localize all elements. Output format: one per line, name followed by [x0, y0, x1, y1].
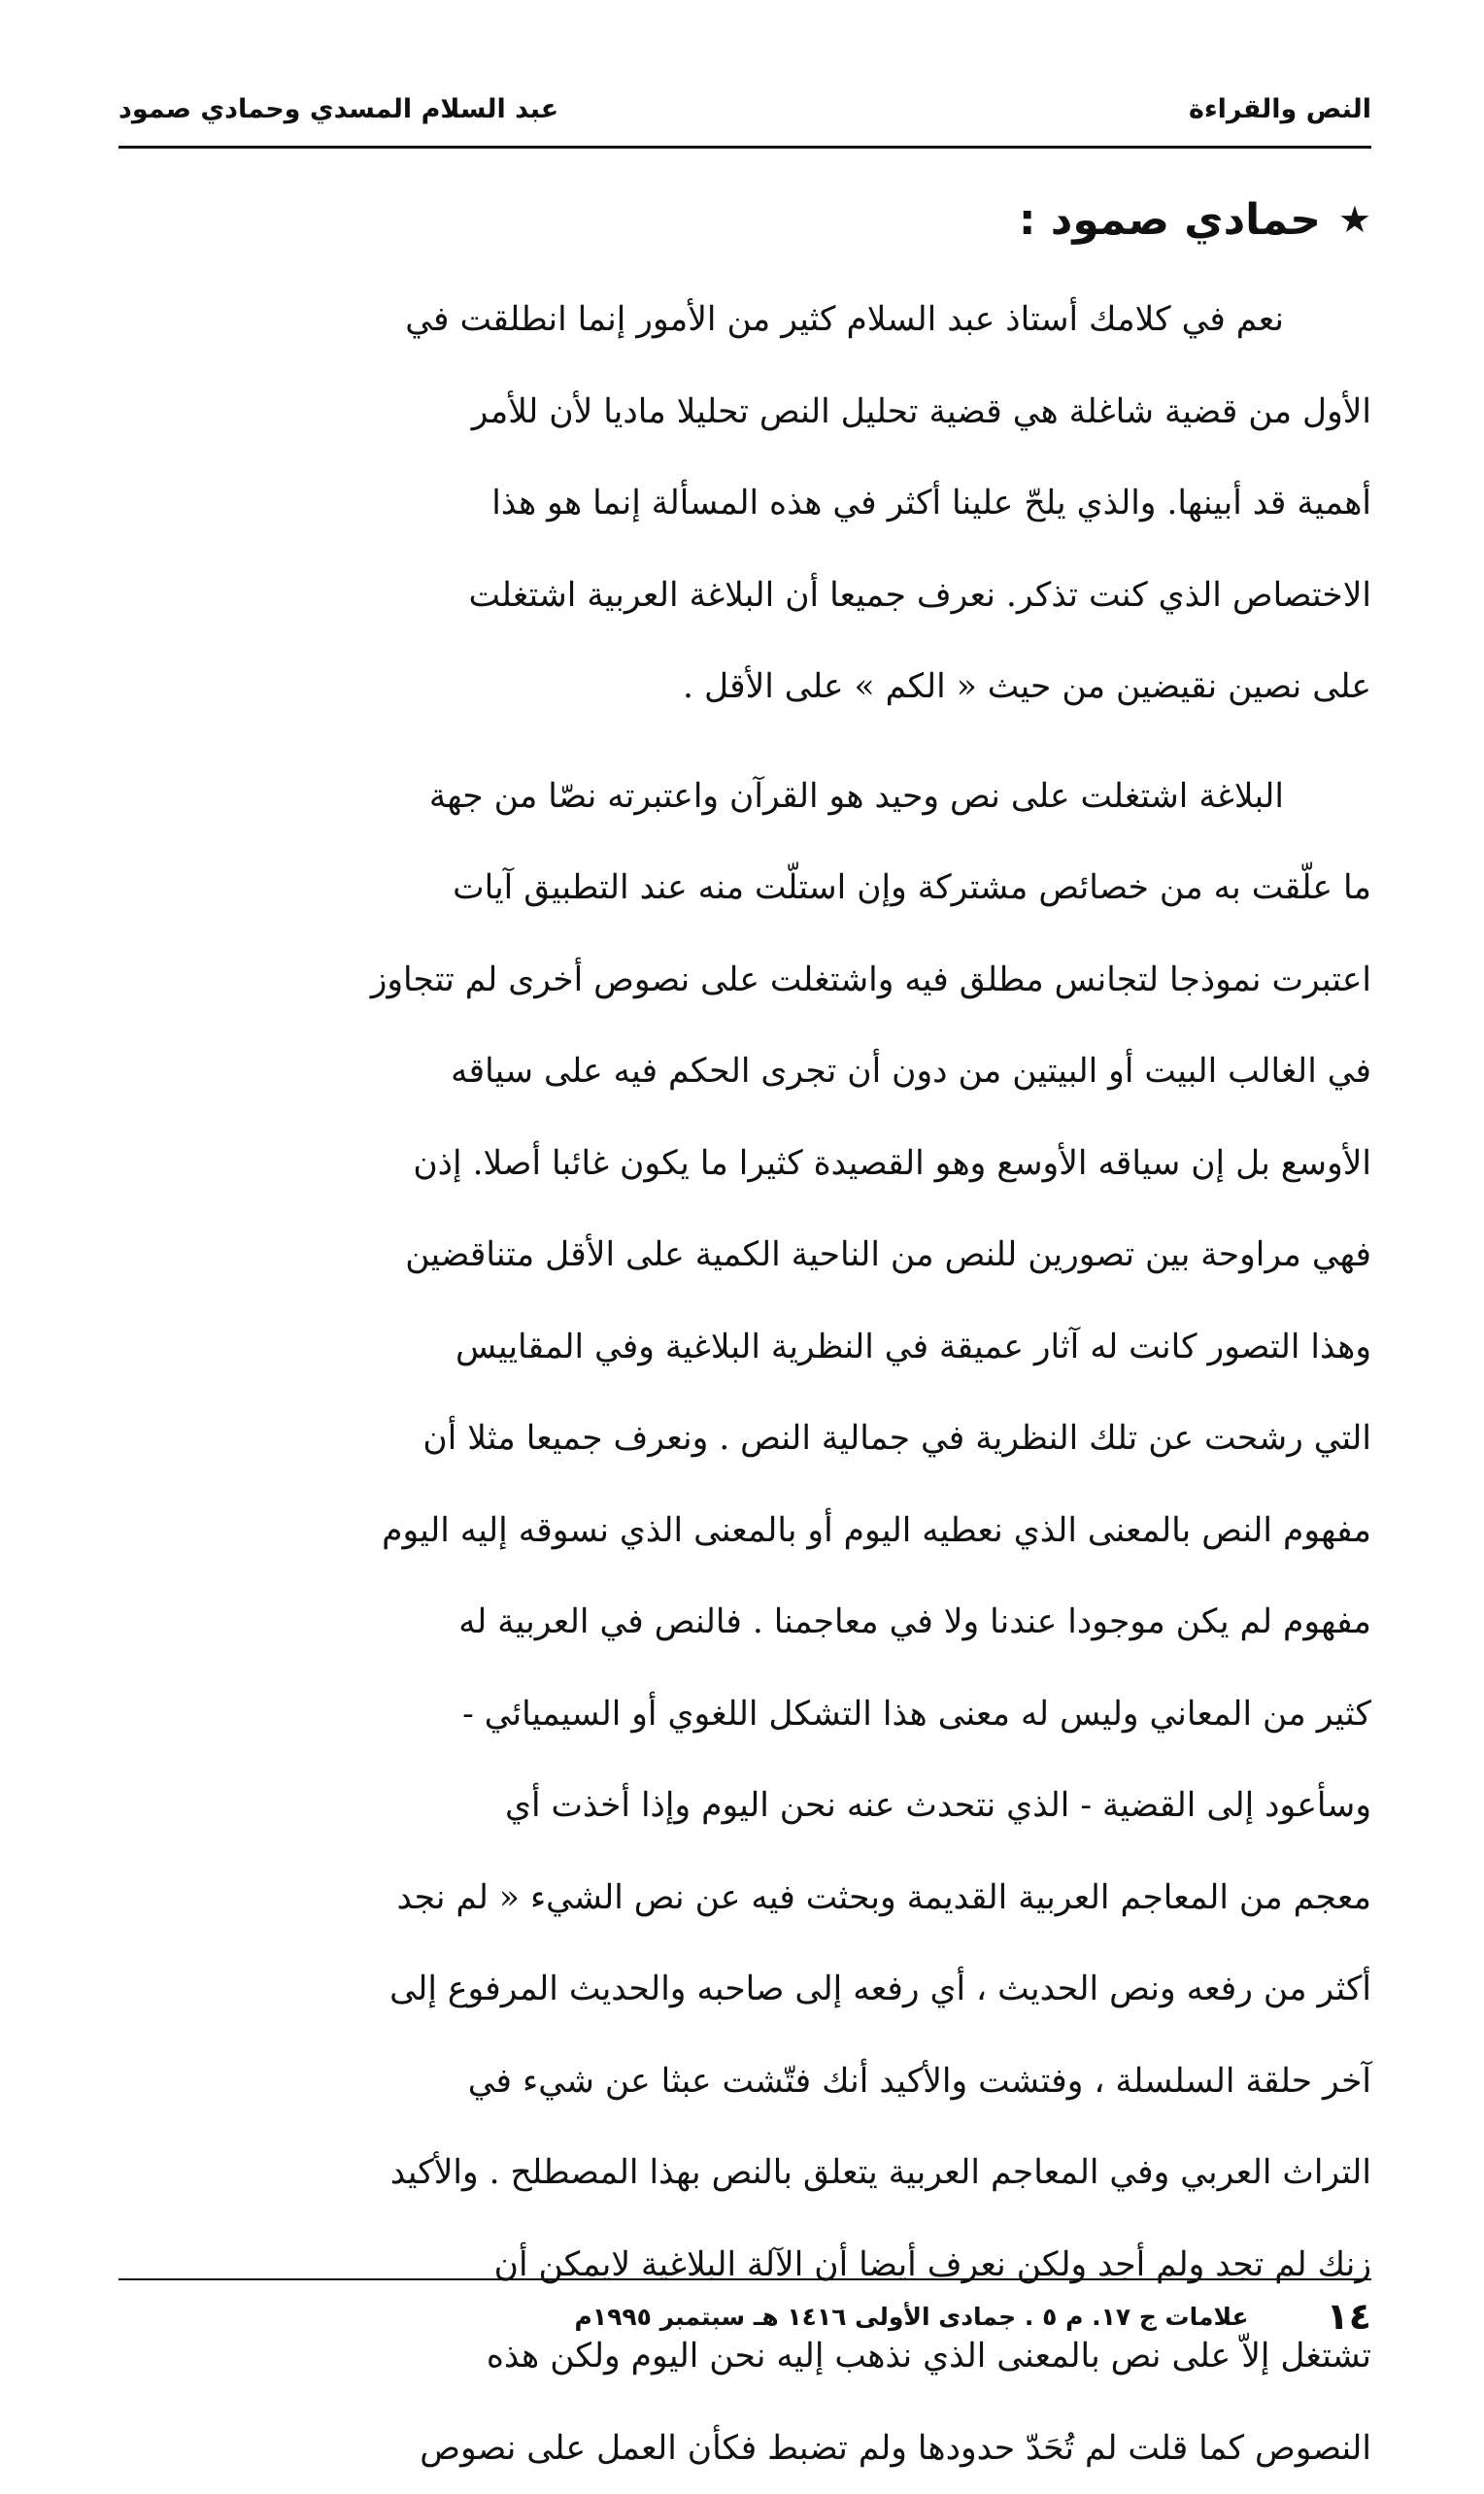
header-book-title: النص والقراءة [1189, 94, 1371, 124]
header-authors: عبد السلام المسدي وحمادي صمود [118, 94, 558, 124]
speaker-name: حمادي صمود : [1019, 195, 1321, 245]
star-icon: ★ [1338, 198, 1371, 241]
text-line: كثير من المعاني وليس له معنى هذا التشكل اللغوي أو السيميائي - [118, 1668, 1371, 1761]
issue-info: علامات ج ١٧. م ٥ . جمادى الأولى ١٤١٦ هـ سبتمبر ١٩٩٥م [575, 2303, 1249, 2331]
text-line: البلاغة اشتغلت على نص وحيد هو القرآن واعتبرته نصّا من جهة [118, 751, 1371, 843]
running-header [118, 84, 1371, 134]
paragraph-gap [118, 733, 1371, 751]
text-line: الأوسع بل إن سياقه الأوسع وهو القصيدة كثيرا ما يكون غائبا أصلا. إذن [118, 1118, 1371, 1210]
text-line: زنك لم تجد ولم أجد ولكن نعرف أيضا أن الآلة البلاغية لايمكن أن [118, 2219, 1371, 2311]
text-line: تشتغل إلاّ على نص بالمعنى الذي نذهب إليه نحن اليوم ولكن هذه [118, 2310, 1371, 2403]
text-line: فهي مراوحة بين تصورين للنص من الناحية الكمية على الأقل متناقضين [118, 1209, 1371, 1301]
text-line: وسأعود إلى القضية - الذي نتحدث عنه نحن اليوم وإذا أخذت أي [118, 1760, 1371, 1852]
text-line: اعتبرت نموذجا لتجانس مطلق فيه واشتغلت على نصوص أخرى لم تتجاوز [118, 934, 1371, 1027]
text-line: آخر حلقة السلسلة ، وفتشت والأكيد أنك فتّشت عبثا عن شيء في [118, 2036, 1371, 2128]
paragraph-2 [118, 751, 1371, 2494]
text-line: على نصين نقيضين من حيث « الكم » على الأقل . [118, 641, 1371, 733]
page-number: ١٤ [1327, 2295, 1371, 2338]
page-footer [118, 2290, 1371, 2342]
text-line: معجم من المعاجم العربية القديمة وبحثت فيه عن نص الشيء « لم نجد [118, 1852, 1371, 1944]
text-line: التي رشحت عن تلك النظرية في جمالية النص . ونعرف جميعا مثلا أن [118, 1393, 1371, 1485]
text-line: مفهوم لم يكن موجودا عندنا ولا في معاجمنا . فالنص في العربية له [118, 1576, 1371, 1668]
text-line: الاختصاص الذي كنت تذكر. نعرف جميعا أن البلاغة العربية اشتغلت [118, 550, 1371, 642]
text-line: النصوص كما قلت لم تُحَدّ حدودها ولم تضبط فكأن العمل على نصوص [118, 2403, 1371, 2494]
text-line: الأول من قضية شاغلة هي قضية تحليل النص تحليلا ماديا لأن للأمر [118, 366, 1371, 458]
text-line: وهذا التصور كانت له آثار عميقة في النظرية البلاغية وفي المقاييس [118, 1301, 1371, 1394]
paragraph-1 [118, 274, 1371, 733]
footer-rule [118, 2278, 1371, 2280]
text-line: نعم في كلامك أستاذ عبد السلام كثير من الأمور إنما انطلقت في [118, 274, 1371, 366]
text-line: في الغالب البيت أو البيتين من دون أن تجرى الحكم فيه على سياقه [118, 1026, 1371, 1118]
text-line: التراث العربي وفي المعاجم العربية يتعلق بالنص بهذا المصطلح . والأكيد [118, 2127, 1371, 2219]
text-line: أهمية قد أبينها. والذي يلحّ علينا أكثر في هذه المسألة إنما هو هذا [118, 457, 1371, 550]
text-line: أكثر من رفعه ونص الحديث ، أي رفعه إلى صاحبه والحديث المرفوع إلى [118, 1943, 1371, 2036]
text-line: مفهوم النص بالمعنى الذي نعطيه اليوم أو بالمعنى الذي نسوقه إليه اليوم [118, 1485, 1371, 1577]
body-text [118, 274, 1371, 2494]
speaker-heading [1019, 181, 1371, 258]
header-rule [118, 146, 1371, 149]
text-line: ما علّقت به من خصائص مشتركة وإن استلّت منه عند التطبيق آيات [118, 842, 1371, 934]
